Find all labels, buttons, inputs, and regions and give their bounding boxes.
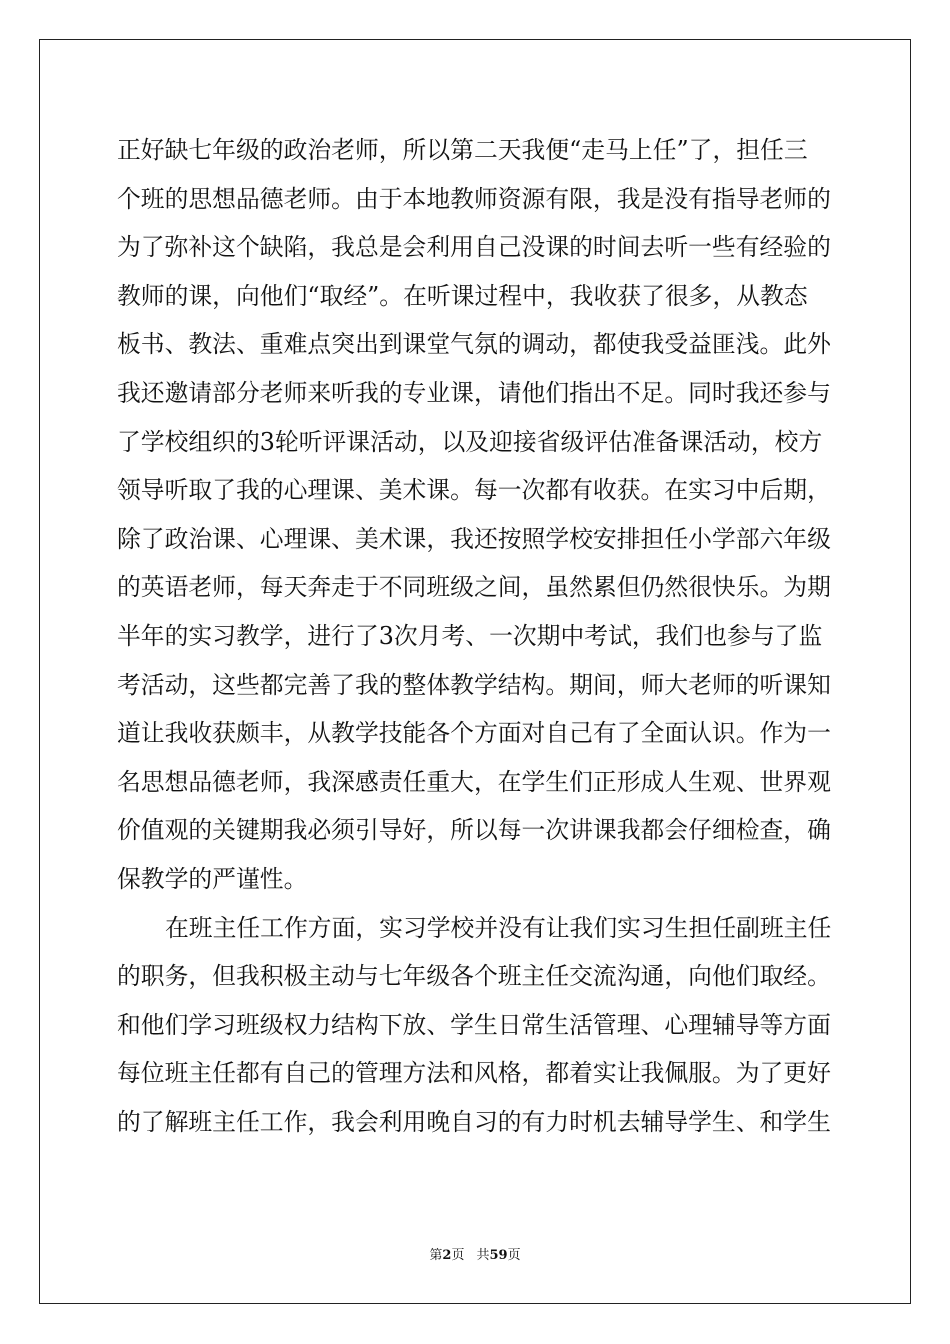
text-line: 的职务，但我积极主动与七年级各个班主任交流沟通，向他们取经。: [117, 962, 831, 991]
text-line: 除了政治课、心理课、美术课，我还按照学校安排担任小学部六年级: [117, 524, 831, 553]
total-prefix: 共: [476, 1248, 490, 1263]
text-line: 价值观的关键期我必须引导好，所以每一次讲课我都会仔细检查，确: [117, 816, 831, 845]
text-line: 教师的课，向他们“取经”。在听课过程中，我收获了很多，从教态: [117, 281, 808, 310]
text-line: 半年的实习教学，进行了3次月考、一次期中考试，我们也参与了监: [117, 621, 823, 650]
total-suffix: 页: [507, 1248, 521, 1263]
text-line: 每位班主任都有自己的管理方法和风格，都着实让我佩服。为了更好: [117, 1059, 831, 1088]
body-text: [117, 126, 833, 1146]
text-line: 名思想品德老师，我深感责任重大，在学生们正形成人生观、世界观: [117, 767, 831, 796]
page-number: 2: [442, 1248, 452, 1263]
page-total: 59: [489, 1248, 508, 1263]
text-line: 领导听取了我的心理课、美术课。每一次都有收获。在实习中后期，: [117, 476, 831, 505]
text-line: 板书、教法、重难点突出到课堂气氛的调动，都使我受益匪浅。此外: [117, 330, 831, 359]
text-line: 为了弥补这个缺陷，我总是会利用自己没课的时间去听一些有经验的: [117, 233, 831, 262]
text-line: 考活动，这些都完善了我的整体教学结构。期间，师大老师的听课知: [117, 670, 831, 699]
text-line: 我还邀请部分老师来听我的专业课，请他们指出不足。同时我还参与: [117, 378, 831, 407]
page-suffix: 页: [451, 1248, 465, 1263]
page-prefix: 第: [429, 1248, 443, 1263]
text-line: 个班的思想品德老师。由于本地教师资源有限，我是没有指导老师的: [117, 184, 831, 213]
text-line: 保教学的严谨性。: [117, 864, 308, 893]
text-line: 道让我收获颇丰，从教学技能各个方面对自己有了全面认识。作为一: [117, 719, 831, 748]
text-line: 正好缺七年级的政治老师，所以第二天我便“走马上任”了，担任三: [117, 136, 808, 164]
text-line: 了学校组织的3轮听评课活动，以及迎接省级评估准备课活动，校方: [117, 427, 823, 456]
page-footer: [0, 1244, 950, 1263]
paragraph-start-line: 在班主任工作方面，实习学校并没有让我们实习生担任副班主任: [165, 913, 832, 942]
text-line: 的了解班主任工作，我会利用晚自习的有力时机去辅导学生、和学生: [117, 1107, 831, 1136]
text-line: 的英语老师，每天奔走于不同班级之间，虽然累但仍然很快乐。为期: [117, 573, 831, 602]
text-line: 和他们学习班级权力结构下放、学生日常生活管理、心理辅导等方面: [117, 1010, 831, 1039]
